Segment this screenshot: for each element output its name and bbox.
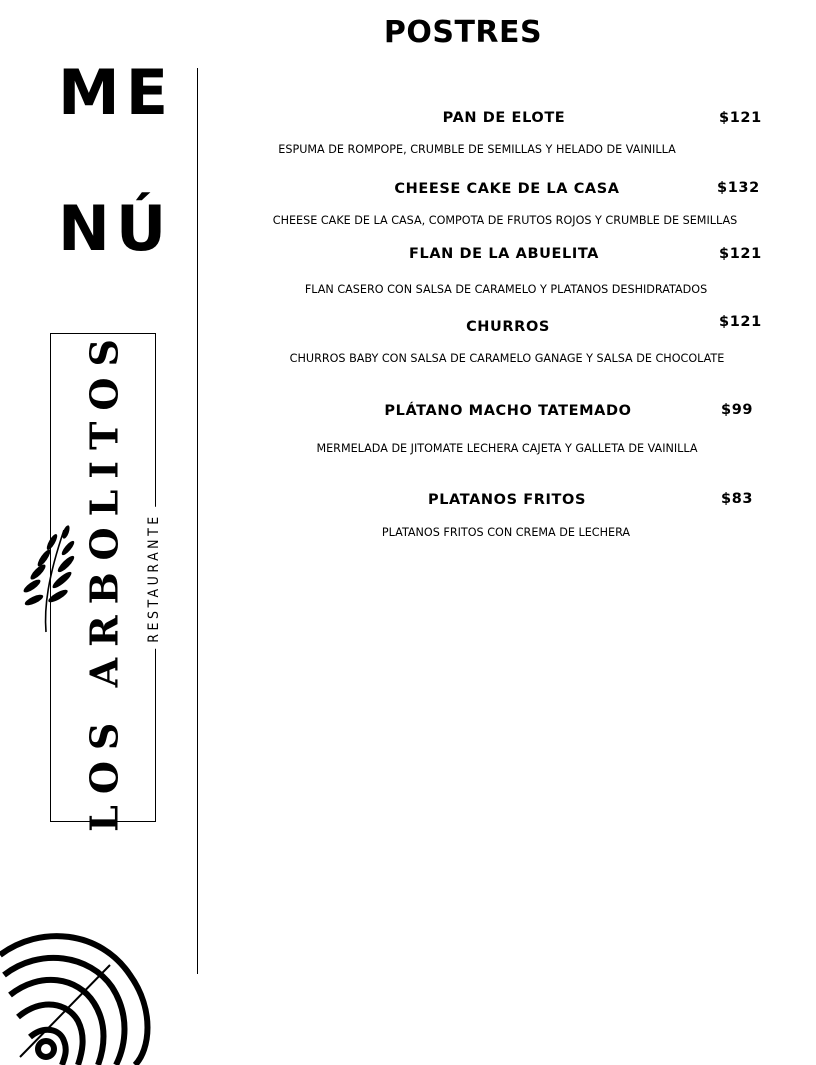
- item-description: FLAN CASERO CON SALSA DE CARAMELO Y PLATANOS DESHIDRATADOS: [304, 283, 708, 296]
- item-price: $121: [719, 314, 762, 330]
- olive-branch-icon: [20, 522, 80, 634]
- item-name: CHURROS: [466, 319, 550, 335]
- item-price: $99: [721, 402, 754, 418]
- item-description: ESPUMA DE ROMPOPE, CRUMBLE DE SEMILLAS Y HELADO DE VAINILLA: [278, 143, 676, 156]
- item-name: PLÁTANO MACHO TATEMADO: [384, 403, 632, 419]
- item-name: CHEESE CAKE DE LA CASA: [394, 181, 620, 197]
- logo-restaurant-subtitle: RESTAURANTE: [146, 507, 162, 649]
- tree-rings-icon: [0, 925, 160, 1065]
- section-title: POSTRES: [383, 15, 543, 50]
- item-description: MERMELADA DE JITOMATE LECHERA CAJETA Y GALLETA DE VAINILLA: [316, 442, 698, 455]
- item-description: CHURROS BABY CON SALSA DE CARAMELO GANAGE Y SALSA DE CHOCOLATE: [289, 352, 725, 365]
- logo-restaurant-name: LOS ARBOLITOS: [81, 328, 127, 832]
- menu-heading-line1: ME: [58, 56, 175, 129]
- item-price: $83: [721, 491, 754, 507]
- item-description: PLATANOS FRITOS CON CREMA DE LECHERA: [381, 526, 631, 539]
- item-description: CHEESE CAKE DE LA CASA, COMPOTA DE FRUTOS ROJOS Y CRUMBLE DE SEMILLAS: [272, 214, 738, 227]
- item-price: $121: [719, 110, 762, 126]
- item-name: PAN DE ELOTE: [442, 110, 566, 126]
- item-name: PLATANOS FRITOS: [427, 492, 587, 508]
- item-price: $132: [717, 180, 760, 196]
- menu-heading-line2: NÚ: [58, 192, 173, 265]
- item-price: $121: [719, 246, 762, 262]
- column-divider: [197, 68, 198, 974]
- item-name: FLAN DE LA ABUELITA: [408, 246, 600, 262]
